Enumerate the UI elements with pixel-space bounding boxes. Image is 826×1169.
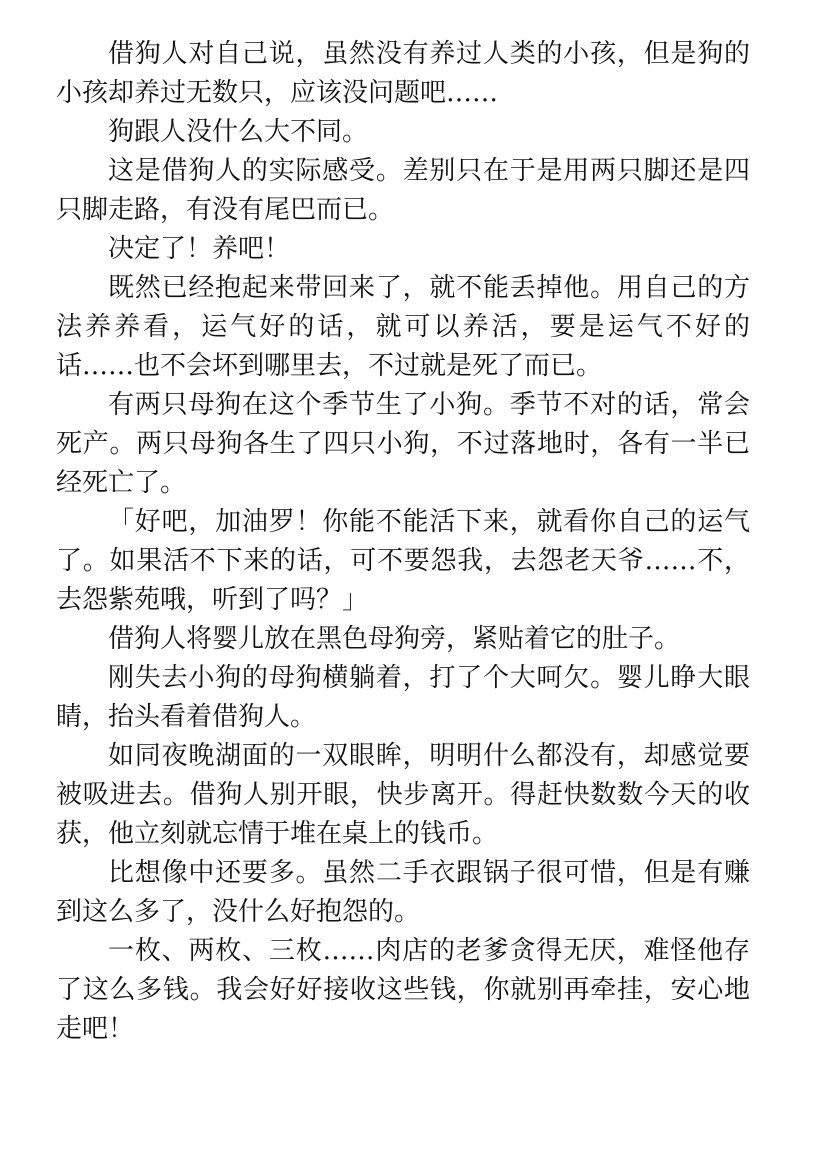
paragraph: 借狗人对自己说，虽然没有养过人类的小孩，但是狗的小孩却养过无数只，应该没问题吧…… [56,39,750,108]
document-page [56,35,750,1049]
paragraph: 决定了！养吧！ [108,234,291,264]
paragraph: 借狗人将婴儿放在黑色母狗旁，紧贴着它的肚子。 [108,624,681,654]
paragraph: 有两只母狗在这个季节生了小狗。季节不对的话，常会死产。两只母狗各生了四只小狗，不过落地时，各有一半已经死亡了。 [56,390,750,498]
paragraph: 如同夜晚湖面的一双眼眸，明明什么都没有，却感觉要被吸进去。借狗人别开眼，快步离开。得赶快数数今天的收获，他立刻就忘情于堆在桌上的钱币。 [56,741,750,849]
paragraph: 刚失去小狗的母狗横躺着，打了个大呵欠。婴儿睁大眼睛，抬头看着借狗人。 [56,663,750,732]
paragraph: 狗跟人没什么大不同。 [108,117,369,147]
paragraph: 比想像中还要多。虽然二手衣跟锅子很可惜，但是有赚到这么多了，没什么好抱怨的。 [56,858,750,927]
paragraph: 一枚、两枚、三枚……肉店的老爹贪得无厌，难怪他存了这么多钱。我会好好接收这些钱，你就别再牵挂，安心地走吧！ [56,936,750,1044]
paragraph: 这是借狗人的实际感受。差别只在于是用两只脚还是四只脚走路，有没有尾巴而已。 [56,156,750,225]
paragraph: 「好吧，加油罗！你能不能活下来，就看你自己的运气了。如果活不下来的话，可不要怨我，去怨老天爷……不，去怨紫苑哦，听到了吗？」 [56,507,750,615]
paragraph: 既然已经抱起来带回来了，就不能丢掉他。用自己的方法养养看，运气好的话，就可以养活，要是运气不好的话……也不会坏到哪里去，不过就是死了而已。 [56,273,750,381]
